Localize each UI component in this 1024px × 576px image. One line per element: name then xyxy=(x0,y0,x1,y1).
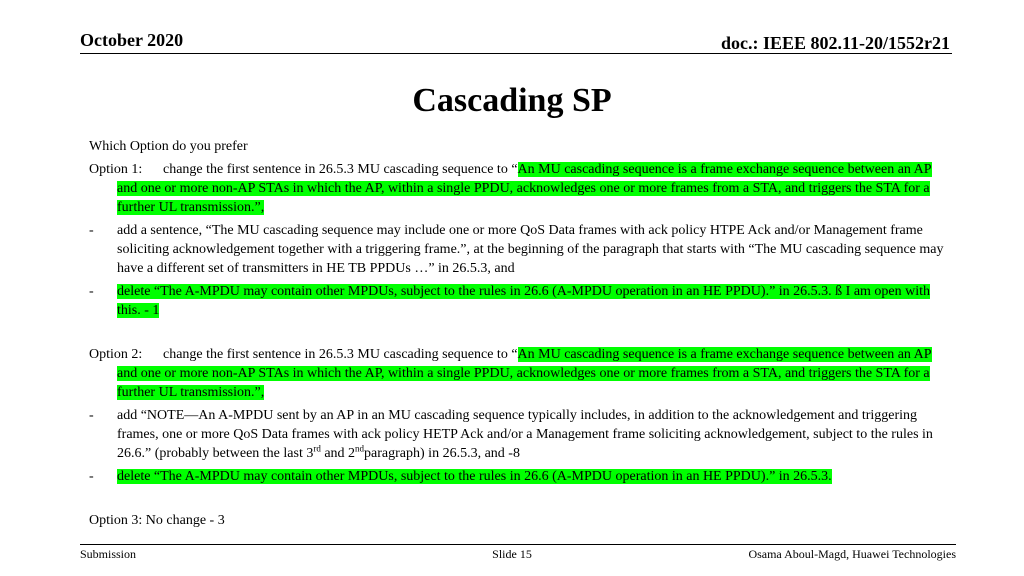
superscript-rd: rd xyxy=(313,443,321,454)
bullet-dash: - xyxy=(89,408,94,423)
option-2-quote: An MU cascading sequence is a frame exchange sequence between an AP and one or more non-AP STAs in which the AP, within a single PPDU, acknowledges one or more frames from a STA, and triggers the STA for a further UL transmission.”, xyxy=(117,347,932,400)
option-2-bullet-1-text-a: add “NOTE—An A-MPDU sent by an AP in an MU cascading sequence typically includes, in addition to the acknowledgement and triggering frames, one or more QoS Data frames with ack policy HETP Ack and/or a Management frame soliciting acknowledgement, subject to the rules in 26.6.” (probably between the last 3 xyxy=(117,408,933,461)
footer-submission: Submission xyxy=(80,547,137,561)
option-1-bullet-2 xyxy=(89,282,949,320)
option-1-bullet-1 xyxy=(89,221,949,278)
option-1-bullet-2-text: delete “The A-MPDU may contain other MPDUs, subject to the rules in 26.6 (A-MPDU operation in an HE PPDU).” in 26.5.3. ß I am open with this. - 1 xyxy=(117,284,931,318)
header-doc-id: doc.: IEEE 802.11-20/1552r21 xyxy=(720,33,950,53)
header-date: October 2020 xyxy=(80,30,184,50)
spacer xyxy=(89,324,949,345)
bullet-dash: - xyxy=(89,284,94,299)
option-2-bullet-2-text: delete “The A-MPDU may contain other MPDUs, subject to the rules in 26.6 (A-MPDU operation in an HE PPDU).” in 26.5.3. xyxy=(117,469,832,484)
slide-title: Cascading SP xyxy=(412,82,612,119)
spacer xyxy=(89,490,949,511)
footer-author: Osama Aboul-Magd, Huawei Technologies xyxy=(748,547,956,561)
option-3: Option 3: No change - 3 xyxy=(89,513,225,528)
option-2-lead: change the first sentence in 26.5.3 MU cascading sequence to “ xyxy=(163,347,518,362)
option-2-bullet-2 xyxy=(89,467,949,486)
option-1-bullet-1-text: add a sentence, “The MU cascading sequence may include one or more QoS Data frames with ack policy HTPE Ack and/or Management frame soliciting acknowledgement together with a triggering frame.”, at the beginning of the paragraph that starts with “The MU cascading sequence may have a different set of transmitters in HE TB PPDUs …” in 26.5.3, and xyxy=(117,223,944,276)
footer-slide-number: Slide 15 xyxy=(492,547,532,561)
bullet-dash: - xyxy=(89,469,94,484)
slide-body xyxy=(89,137,949,534)
option-2-bullet-1-text-c: paragraph) in 26.5.3, and -8 xyxy=(364,446,520,461)
option-1-label: Option 1: xyxy=(89,162,143,177)
option-2-bullet-1 xyxy=(89,406,949,463)
footer-divider xyxy=(80,544,956,545)
superscript-nd: nd xyxy=(355,443,365,454)
option-1-lead: change the first sentence in 26.5.3 MU cascading sequence to “ xyxy=(163,162,518,177)
intro-line: Which Option do you prefer xyxy=(89,139,248,154)
bullet-dash: - xyxy=(89,223,94,238)
option-2-label: Option 2: xyxy=(89,347,143,362)
option-1 xyxy=(89,160,949,217)
option-1-quote: An MU cascading sequence is a frame exchange sequence between an AP and one or more non-AP STAs in which the AP, within a single PPDU, acknowledges one or more frames from a STA, and triggers the STA for a further UL transmission.”, xyxy=(117,162,932,215)
header-divider xyxy=(80,53,952,54)
option-2-bullet-1-text-b: and 2 xyxy=(320,446,356,461)
option-2 xyxy=(89,345,949,402)
